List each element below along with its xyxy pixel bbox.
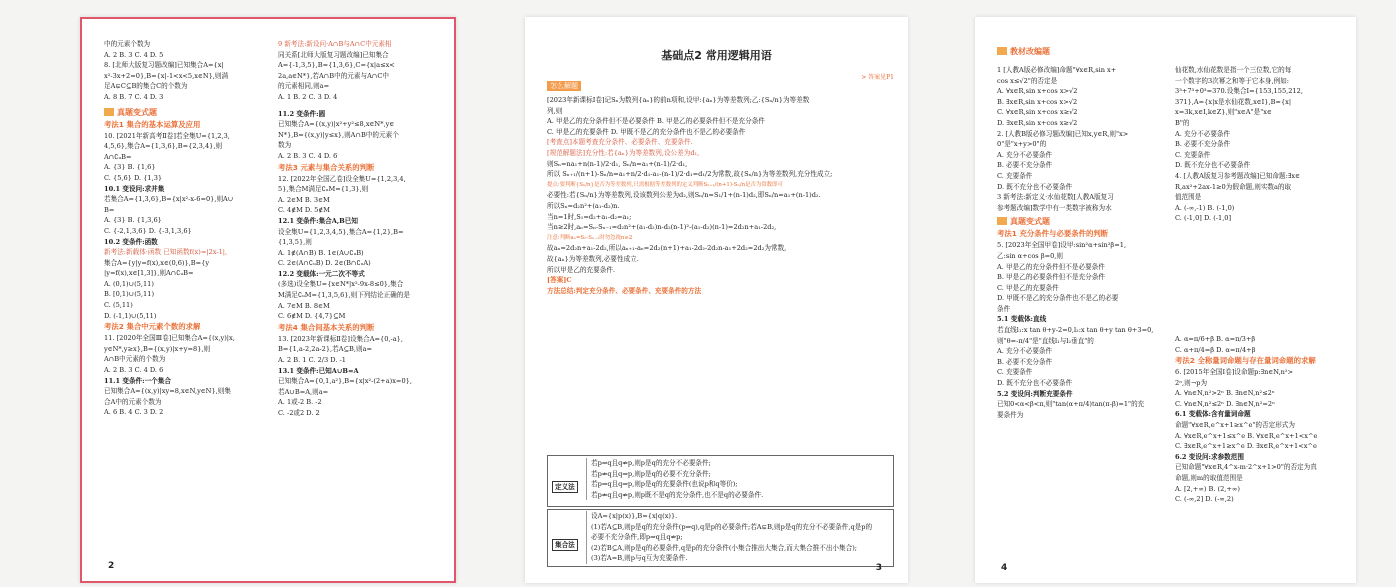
page-number: 3 [875,563,882,573]
text-line: A. 6 B. 4 C. 3 D. 2 [104,408,164,417]
text-line: 条件 [997,304,1011,313]
text-line: A. 8 B. 7 C. 4 D. 3 [104,92,164,101]
text-line: 4. [人教A版复习参考题改编]已知命题:∃x∈ [1175,171,1301,180]
section-heading: 教材改编题 [1010,47,1050,56]
page-4-right-column [1175,65,1349,583]
text-line: A∩∁ᵤB= [104,152,132,161]
method-summary: 方法总结:判定充分条件、必要条件、充要条件的方法 [547,286,702,295]
text-line: x=3k,x∈I,k∈Z},则"x∈A"是"x∈ [1175,108,1272,117]
text-line: 新考法:新载体·函数 已知函数f(x)=|2x-1|, [104,248,228,257]
text-line: 当n≥2时,aₙ=Sₙ-Sₙ₋₁=d₂n²+(a₁-d₂)n-d₂(n-1)²-(a₁-d₂)(n-1)=2d₂n+a₁-2d₂, [547,223,777,232]
text-line: A. ∀n∈N,n²>2ⁿ B. ∃n∈N,n²≤2ⁿ [1175,389,1275,398]
text-line: A. (-∞,-1) B. (-1,0) [1175,203,1235,212]
text-line: 2ⁿ,则¬p为 [1175,378,1208,387]
text-line: C. 2∈(A∩∁ᵤB) D. 2∈(B∩∁ᵤA) [278,259,371,268]
text-line: C. 4∉M D. 5∉M [278,206,330,215]
flag-icon [997,217,1007,225]
text-line: A. (0,1)∪(5,11) [104,279,154,288]
text-line: R,ax²+2ax-1≥0为假命题,则实数a的取 [1175,182,1292,191]
text-line: y∈N*,y≥x},B={(x,y)|x+y=8},则 [104,344,211,353]
text-line: A. 1 B. 2 C. 3 D. 4 [278,92,338,101]
text-line: A. [2,+∞) B. (2,+∞) [1175,484,1240,493]
text-line: 注意:判断aₙ=Sₙ-Sₙ₋₁时勿忽视n≥2 [547,234,633,241]
text-line: (1)若A⊆B,则p是q的充分条件(p⇒q),q是p的必要条件;若A⊊B,则p是q的充分不必要条件,q是p的 [591,522,873,531]
text-line: 当n=1时,S₁=d₂+a₁-d₂=a₁; [547,212,632,221]
page-4-left-column [997,65,1173,583]
text-line: C. (5,11) [104,301,133,310]
text-line: B. 必要不充分条件 [997,357,1053,366]
text-line: [考查点]本题考查充分条件、必要条件、充要条件. [547,138,693,147]
page-2-right-column [278,39,450,581]
text-line: B. 必要不充分条件 [1175,140,1231,149]
variant-label: 11.2 变条件:圆 [278,109,326,118]
text-line: D. 甲既不是乙的充分条件也不是乙的必要 [997,294,1119,303]
text-line: 值范围是 [1175,193,1202,202]
variant-label: 13.1 变条件:已知A∪B=A [278,366,359,375]
text-line: B= [104,205,115,214]
text-line: (3)若A=B,则p与q互为充要条件. [591,554,688,563]
definition-method-box [547,455,894,507]
text-line: A. 充分不必要条件 [997,150,1053,159]
text-line: x²-3x+2=0},B={x|-1<x<5,x∈N},则满 [104,71,229,80]
text-line: A. 充分不必要条件 [997,347,1053,356]
text-line: 集合A={y|y=f(x),x∈(0,6)},B={y [104,258,210,267]
text-line: 12. [2022年全国乙卷]设全集U={1,2,3,4, [278,174,406,183]
page-number: 4 [1001,563,1008,573]
text-line: C. α+π/4=β D. α=π/4+β [1175,345,1256,354]
text-line: 371},A={x|x是水仙花数,x∈I},B={x| [1175,97,1292,106]
method-heading: 考法4 集合间基本关系的判断 [278,322,375,332]
text-line: cos x≤√2"的否定是 [997,76,1058,85]
text-line: 0"是"x+y>0"的 [997,140,1047,149]
text-line: A. 1∉(A∩B) B. 1∈(A∪∁ᵤB) [278,248,364,257]
text-line: 已知集合A={(x,y)|xy=8,x∈N,y∈N},则集 [104,387,231,396]
text-line: B"的 [1175,118,1190,127]
text-line: 提点:要判断{Sₙ/n}是否为等差数列,只需根据等差数列的定义判断Sₙ₊₁/(n+1)-Sₙ/n是否为常数即可 [547,181,783,188]
text-line: D. (-1,1)∪(5,11) [104,311,157,320]
variant-label: 6.2 变设问:求参数范围 [1175,452,1244,461]
text-line: [2023年新课标Ⅰ卷]记Sₙ为数列{aₙ}的前n项和,设甲:{aₙ}为等差数列;乙:{Sₙ/n}为等差数 [547,96,810,104]
text-line: D. 既不充分也不必要条件 [997,182,1073,191]
text-line: B. [0,1)∪(5,11) [104,290,155,299]
text-line: C. 充要条件 [997,171,1033,180]
text-line: 则Sₙ=na₁+n(n-1)/2·d₁, Sₙ/n=a₁+(n-1)/2·d₁, [547,159,688,168]
text-line: 命题,则m的取值范围是 [1175,474,1243,483]
text-line: 8. [北师大版复习题改编]已知集合A={x| [104,61,224,70]
text-line: 则"θ=-π/4"是"直线l₁与l₂垂直"的 [997,336,1094,345]
method-heading: 考法2 集合中元素个数的求解 [104,322,201,332]
text-line: C. ∀x∈R,sin x+cos x≥√2 [997,108,1078,117]
text-line: 若p⇏q且q⇏p,则p既不是q的充分条件,也不是q的必要条件. [591,490,764,499]
page-2-left-column [104,39,276,581]
text-line: D. 既不充分也不必要条件 [1175,161,1251,170]
text-line: A∩B中元素的个数为 [104,355,166,364]
text-line: C. 甲是乙的充要条件 D. 甲既不是乙的充分条件也不是乙的必要条件 [547,127,746,136]
text-line: 若直线l₁:x tan θ+y-2=0,l₂:x tan θ+y tan θ+3=0, [997,326,1154,335]
text-line: 4,5,6},集合A={1,3,6},B={2,3,4},则 [104,142,223,151]
variant-label: 5.1 变载体:直线 [997,315,1047,324]
variant-label: 11.1 变条件:一个集合 [104,376,171,385]
text-line: 2a,a∈N*},若A∩B中的元素与A∩C中 [278,71,390,80]
text-line: C. -2或2 D. 2 [278,409,320,417]
text-line: 若p⇏q且q⇒p,则p是q的必要不充分条件; [591,469,711,478]
text-line: 足A⊊C⊆B的集合C的个数为 [104,82,188,91]
variant-label: 12.1 变条件:集合A,B已知 [278,216,358,225]
section-heading: 真题变式题 [117,107,157,117]
text-line: 必要性:若{Sₙ/n}为等差数列,设该数列公差为d₂,则Sₙ/n=S₁/1+(n-1)d₂,即Sₙ/n=a₁+(n-1)d₂. [547,191,821,200]
text-line: A. 1或-2 B. -2 [278,398,322,407]
text-line: A. 2 B. 1 C. 2/3 D. -1 [278,356,346,365]
text-line: |y=f(x),x∈[1,3]},则A∩∁ᵤB= [104,269,194,278]
text-line: 10. [2021年新高考Ⅱ卷]若全集U={1,2,3, [104,131,230,140]
text-line: 1 [人教A版必修改编]命题"∀x∈R,sin x+ [997,66,1117,74]
text-line: C. 充要条件 [1175,150,1211,159]
text-line: 设全集U={1,2,3,4,5},集合A={1,2},B= [278,227,404,236]
page-title: 基础点2 常用逻辑用语 [661,49,772,62]
text-line: 若p⇒q且q⇒p,则p是q的充要条件(也说p和q等价); [591,480,738,489]
text-line: 9 新考法:新设问·A∩B与A∩C中元素相 [278,40,392,48]
page-number: 2 [108,561,115,571]
text-line: 所以 Sₙ₊₁/(n+1)-Sₙ/n=a₁+n/2·d₁-a₁-(n-1)/2·d₁=d₁/2为常数,故{Sₙ/n}为等差数列,充分性成立; [547,170,833,179]
text-line: 故{aₙ}为等差数列,必要性成立. [547,254,639,263]
text-line: 已知0<α<β<π,则"tan(α+π/4)tan(π-β)=1"的充 [997,400,1145,409]
definition-label: 定义法 [552,481,578,493]
method-heading: 考法1 充分条件与必要条件的判断 [997,229,1109,239]
answer-reference: > 答案见P1 [861,74,894,81]
method-heading: 考法1 集合的基本运算及应用 [104,119,201,129]
text-line: 2. [人教B版必修习题改编]已知x,y∈R,则"x> [997,129,1129,138]
text-line: C. ∃x∈R,e^x+1≥x^e D. ∃x∈R,e^x+1<x^e [1175,442,1317,451]
text-line: A. {3} B. {1,6} [104,163,156,172]
text-line: 若p⇒q且q⇏p,则p是q的充分不必要条件; [591,459,711,467]
text-line: C. {5,6} D. {1,3} [104,173,163,182]
text-line: (多选)设全集U={x∈N*|x²-9x-8≤0},集合 [278,280,404,289]
text-line: A. 甲是乙的充分条件但不是必要条件 [997,262,1105,271]
text-line: B. ∃x∈R,sin x+cos x>√2 [997,97,1078,106]
text-line: 乙:sin α+cos β=0,则 [997,251,1063,260]
text-line: 仙花数,水仙花数是指一个三位数,它的每 [1175,66,1292,74]
text-line: D. 既不充分也不必要条件 [997,379,1073,388]
text-line: D. ∃x∈R,sin x+cos x≥√2 [997,118,1078,127]
section-heading: 真题变式题 [1010,217,1050,227]
text-line: 要条件为 [997,410,1024,419]
variant-label: 6.1 变载体:含有量词命题 [1175,410,1251,419]
text-line: A. α=π/6+β B. α=π/3+β [1175,334,1256,343]
text-line: 11. [2020年全国Ⅲ卷]已知集合A={(x,y)|x, [104,334,235,343]
text-line: (2)若B⊆A,则p是q的必要条件,q是p的充分条件(小集合推出大集合,而大集合推不出小集合); [591,543,858,552]
text-line: C. 甲是乙的充要条件 [997,283,1059,292]
set-method-box [547,509,894,567]
answer: [答案]C [547,276,572,285]
variant-label: 5.2 变设问:判断充要条件 [997,389,1073,398]
text-line: A. {3} B. {1,3,6} [104,216,162,225]
text-line: 若A∪B=A,则a= [278,387,329,396]
text-line: 一个数字的3次幂之和等于它本身,例如: [1175,76,1290,85]
variant-label: 12.2 变载体:一元二次不等式 [278,269,365,278]
text-line: M满足∁ᵤM={1,3,5,6},则下列结论正确的是 [278,291,410,300]
text-line: A. 甲是乙的充分条件但不是必要条件 B. 甲是乙的必要条件但不是充分条件 [547,117,765,126]
text-line: A. 2 B. 3 C. 4 D. 5 [104,50,164,59]
text-line: C. (-∞,2] D. (-∞,2) [1175,495,1234,504]
text-line: C. 充要条件 [997,368,1033,377]
text-line: C. (-1,0] D. (-1,0] [1175,214,1232,223]
text-line: B. 甲是乙的必要条件但不是充分条件 [997,273,1105,282]
text-line: 5},集合M满足∁ᵤM={1,3},则 [278,185,369,194]
text-line: 若集合A={1,3,6},B={x|x²-x-6=0},则A∪ [104,195,234,204]
page-3 [525,17,908,583]
section-tag: 怎么解题 [547,73,581,92]
text-line: 同关系[北师大版复习题改编]已知集合 [278,50,389,59]
text-line: B={1,a-2,2a-2},若A⊆B,则a= [278,345,373,354]
text-line: 3 新考法:新定义·水仙花数[人教A版复习 [997,193,1114,202]
text-line: C. {-2,1,3,6} D. {-3,1,3,6} [104,226,192,235]
text-line: N*},B={(x,y)|y≤x},则A∩B中的元素个 [278,130,399,139]
page-4 [975,17,1356,583]
text-line: A. ∀x∈R,e^x+1≤x^e B. ∀x∈R,e^x+1<x^e [1175,431,1318,440]
flag-icon [997,47,1007,55]
text-line: 的元素相同,则a= [278,82,330,91]
text-line: 5. [2023年全国甲卷]设甲:sin²α+sin²β=1, [997,241,1127,250]
text-line: A. 2 B. 3 C. 4 D. 6 [104,366,164,375]
method-heading: 考法2 全称量词命题与存在量词命题的求解 [1175,356,1316,366]
method-heading: 考法3 元素与集合关系的判断 [278,162,375,172]
page-2 [80,17,456,583]
text-line: A={-1,3,5},B={1,3,6},C={x|a≤x< [278,61,395,70]
text-line: 所以甲是乙的充要条件. [547,265,616,274]
text-line: 合A中的元素个数为 [104,397,162,406]
text-line: A. 2∈M B. 3∈M [278,195,330,204]
text-line: 13. [2023年新课标Ⅱ卷]设集合A={0,-a}, [278,334,403,343]
text-line: C. 6∉M D. {4,7}⊆M [278,312,346,321]
text-line: 已知命题"∀x∈R,4^x-m·2^x+1>0"的否定为真 [1175,463,1317,472]
text-line: A. 7∈M B. 8∈M [278,301,330,310]
text-line: 6. [2015年全国Ⅰ卷]设命题p:∃n∈N,n²> [1175,368,1294,377]
text-line: 已知集合A={(x,y)|x²+y²≤8,x∈N*,y∈ [278,120,395,129]
text-line: C. ∀n∈N,n²≤2ⁿ D. ∃n∈N,n²=2ⁿ [1175,399,1275,408]
text-line: A. 充分不必要条件 [1175,129,1231,138]
text-line: 列,则 [547,106,563,115]
text-line: B. 必要不充分条件 [997,161,1053,170]
text-line: 必要不充分条件,即p⇒q且q⇏p; [591,533,683,542]
text-line: 参考题改编]数学中有一类数字被称为水 [997,203,1112,212]
text-line: 数为 [278,141,292,150]
text-line: 所以Sₙ=d₂n²+(a₁-d₂)n. [547,201,620,210]
text-line: 3³+7³+0³=370.设集合I={153,155,212, [1175,87,1303,96]
text-line: A. ∀x∈R,sin x+cos x>√2 [997,87,1078,96]
variant-label: 10.2 变条件:函数 [104,237,158,246]
variant-label: 10.1 变设问:求并集 [104,184,165,193]
text-line: {1,3,5},则 [278,238,312,247]
text-line: 命题"∀x∈R,e^x+1≥x^e"的否定形式为 [1175,421,1295,430]
text-line: 中的元素个数为 [104,40,151,48]
text-line: [规范解题法]充分性:若{aₙ}为等差数列,设公差为d₁, [547,148,700,157]
text-line: 已知集合A={0,1,a²},B={x|x²-(2+a)x=0}, [278,377,412,386]
flag-icon [104,108,114,116]
text-line: 故aₙ=2d₂n+a₁-2d₂,所以aₙ₊₁-aₙ=2d₂(n+1)+a₁-2d₂-2d₂n-a₁+2d₂=2d₂为常数, [547,244,787,253]
set-label: 集合法 [552,539,578,551]
text-line: 设A={x|p(x)},B={x|q(x)}. [591,512,678,520]
text-line: A. 2 B. 3 C. 4 D. 6 [278,151,338,160]
